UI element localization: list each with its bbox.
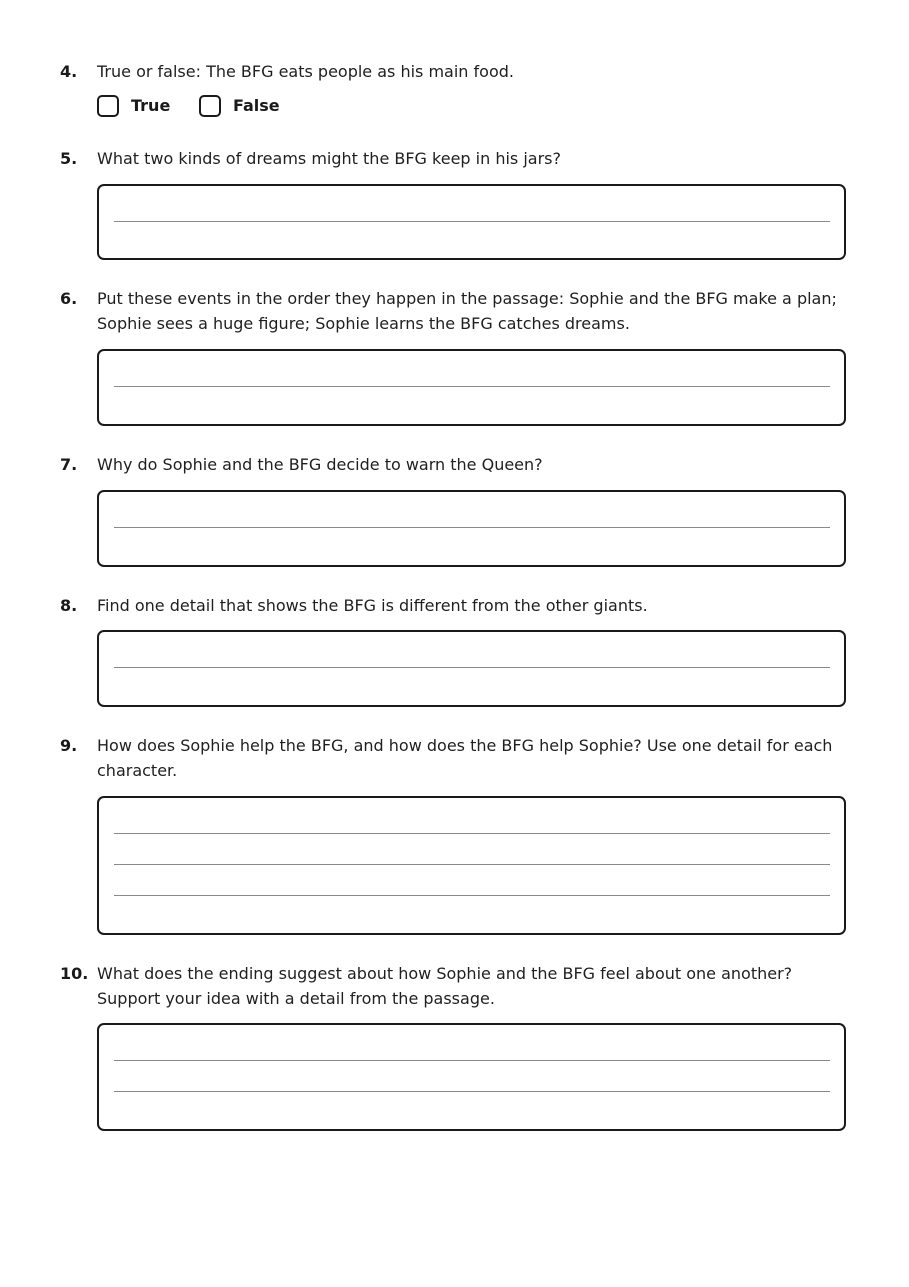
false-checkbox[interactable] (199, 95, 221, 117)
answer-line (114, 386, 830, 387)
question-number: 6. (60, 289, 78, 308)
question-text: What does the ending suggest about how Sophie and the BFG feel about one another? Support your idea with a detail from the passage. (97, 964, 793, 1008)
question-number: 5. (60, 149, 78, 168)
answer-line (114, 833, 830, 834)
answer-line (114, 667, 830, 668)
question-number: 4. (60, 62, 78, 81)
question-text: Find one detail that shows the BFG is different from the other giants. (97, 596, 648, 615)
answer-line (114, 1060, 830, 1061)
answer-box[interactable] (97, 490, 846, 567)
option-label: True (131, 96, 171, 115)
answer-line (114, 895, 830, 896)
answer-box[interactable] (97, 796, 846, 935)
question-text: True or false: The BFG eats people as his main food. (97, 62, 514, 81)
question-number: 8. (60, 596, 78, 615)
answer-box[interactable] (97, 630, 846, 707)
question-text: How does Sophie help the BFG, and how does the BFG help Sophie? Use one detail for each character. (97, 736, 833, 780)
answer-line (114, 1091, 830, 1092)
question-number: 10. (60, 964, 89, 983)
option-label: False (233, 96, 280, 115)
question-number: 7. (60, 455, 78, 474)
answer-box[interactable] (97, 1023, 846, 1131)
question-text: Why do Sophie and the BFG decide to warn the Queen? (97, 455, 543, 474)
question-number: 9. (60, 736, 78, 755)
answer-box[interactable] (97, 184, 846, 260)
answer-box[interactable] (97, 349, 846, 426)
question-text: What two kinds of dreams might the BFG keep in his jars? (97, 149, 561, 168)
answer-line (114, 864, 830, 865)
answer-line (114, 527, 830, 528)
answer-line (114, 221, 830, 222)
question-text: Put these events in the order they happen in the passage: Sophie and the BFG make a plan; Sophie sees a huge figure; Sophie learns the BFG catches dreams. (97, 289, 837, 333)
true-checkbox[interactable] (97, 95, 119, 117)
